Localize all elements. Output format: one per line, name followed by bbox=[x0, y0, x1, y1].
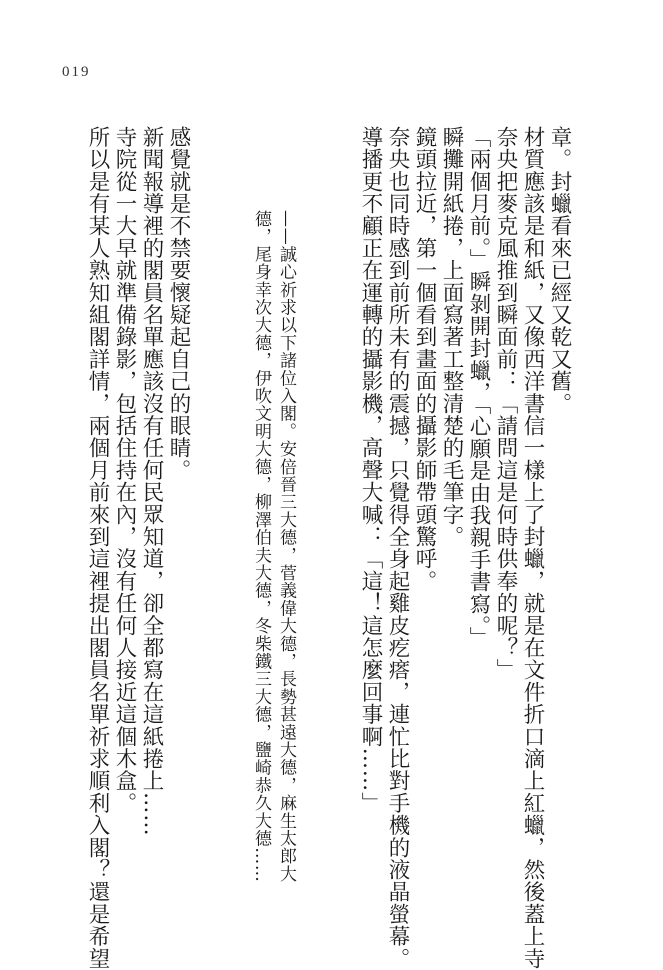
text-column: 材質應該是和紙，又像西洋書信一樣上了封蠟，就是在文件折口滴上紅蠟，然後蓋上寺 bbox=[520, 126, 545, 970]
text-column: 「兩個月前。」瞬剝開封蠟，「心願是由我親手書寫。」 bbox=[466, 126, 491, 649]
text-column: 導播更不顧正在運轉的攝影機，高聲大喊：「這！這怎麼回事啊……」 bbox=[358, 126, 383, 815]
quoted-scroll-text: 德，尾身幸次大德，伊吹文明大德，柳澤伯夫大德，冬柴鐵三大德，鹽崎恭久大德…… bbox=[251, 210, 271, 883]
page-number: 019 bbox=[62, 64, 91, 80]
quoted-scroll-text: ——誠心祈求以下諸位入閣。安倍晉三大德，菅義偉大德，長勢甚遠大德，麻生太郎大 bbox=[276, 210, 296, 883]
text-column: 瞬攤開紙捲，上面寫著工整清楚的毛筆字。 bbox=[439, 126, 464, 548]
text-column: 所以是有某人熟知組閣詳情，兩個月前來到這裡提出閣員名單祈求順利入閣？還是希望 bbox=[85, 126, 110, 970]
text-column: 奈央也同時感到前所未有的震撼，只覺得全身起雞皮疙瘩，連忙比對手機的液晶螢幕。 bbox=[385, 126, 410, 970]
text-column: 鏡頭拉近，第一個看到畫面的攝影師帶頭驚呼。 bbox=[412, 126, 437, 593]
text-column: 章。封蠟看來已經又乾又舊。 bbox=[547, 126, 572, 415]
text-column: 感覺就是不禁要懷疑起自己的眼睛。 bbox=[166, 126, 191, 482]
text-column: 寺院從一大早就準備錄影，包括住持在內，沒有任何人接近這個木盒。 bbox=[112, 126, 137, 815]
text-column: 奈央把麥克風推到瞬面前：「請問這是何時供奉的呢？」 bbox=[493, 126, 518, 681]
text-column: 新聞報導裡的閣員名單應該沒有任何民眾知道，卻全都寫在這紙捲上…… bbox=[139, 126, 164, 837]
